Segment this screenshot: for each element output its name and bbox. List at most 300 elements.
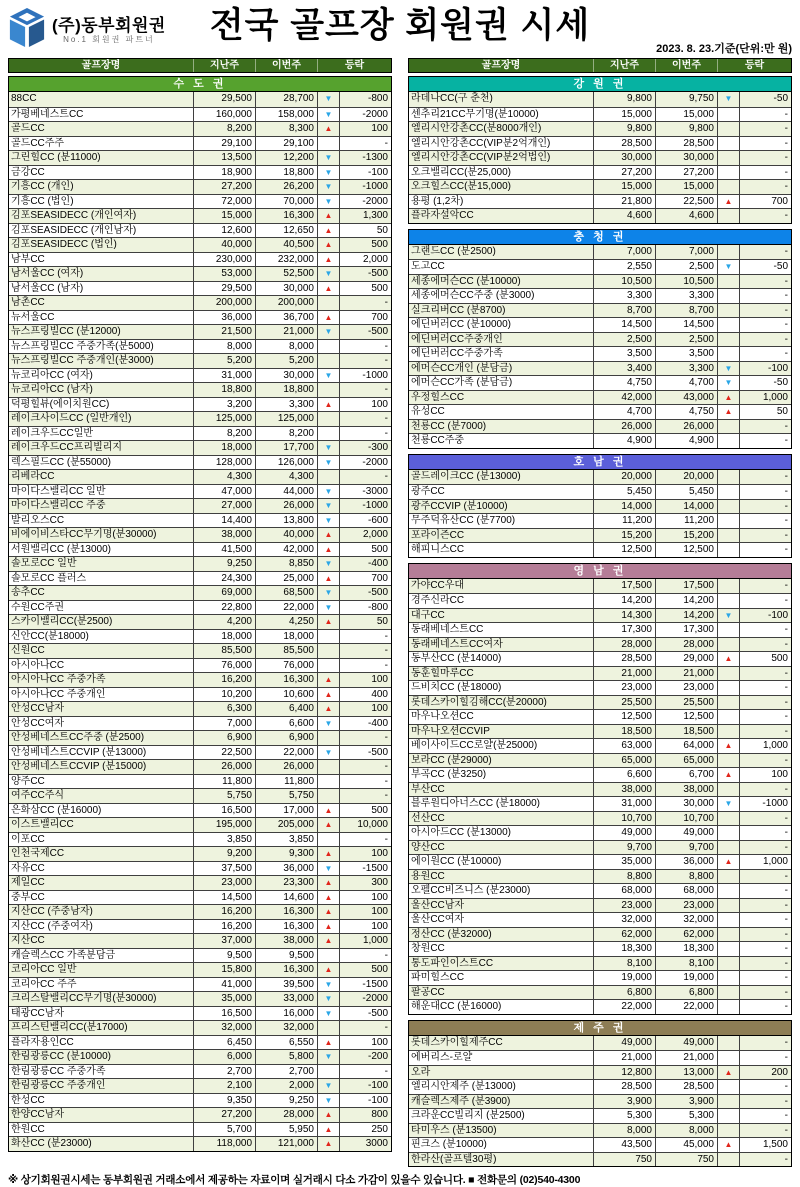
last-week-price: 28,500 [593, 652, 655, 666]
golf-course-name: 뉴코리아CC (남자) [11, 384, 93, 395]
this-week-price: 8,000 [655, 1124, 717, 1138]
table-row [409, 528, 791, 543]
table-row [409, 956, 791, 971]
last-week-price: 35,000 [193, 992, 255, 1006]
last-week-price: 14,000 [593, 500, 655, 514]
region-band: 호 남 권 [409, 455, 791, 470]
no-change-arrow [717, 1095, 739, 1109]
table-row [409, 666, 791, 681]
change-value: 100 [339, 1036, 391, 1050]
golf-course-name: 중부CC [11, 891, 45, 903]
up-arrow-icon: ▲ [317, 543, 339, 557]
no-change-arrow [717, 470, 739, 485]
this-week-price: 17,000 [255, 804, 317, 818]
this-week-price: 10,500 [655, 275, 717, 289]
golf-course-name: 서원밸리CC (분13000) [11, 543, 111, 555]
golf-course-name: 한림광릉CC 주중개인 [11, 1080, 106, 1091]
this-week-price: 2,700 [255, 1065, 317, 1079]
change-value: -1000 [339, 180, 391, 194]
this-week-price: 16,300 [255, 920, 317, 934]
change-value: -300 [339, 441, 391, 455]
this-week-price: 21,000 [255, 325, 317, 339]
this-week-price: 16,300 [255, 963, 317, 977]
golf-course-name: 덕평힐뷰(에이치원CC) [11, 398, 110, 410]
this-week-price: 12,500 [655, 710, 717, 724]
date-note: 2023. 8. 23.기준(단위:만 원) [656, 43, 792, 55]
last-week-price: 3,200 [193, 398, 255, 412]
table-row [9, 962, 391, 977]
change-value: 1,000 [339, 934, 391, 948]
table-row [9, 658, 391, 673]
no-change-arrow [317, 296, 339, 310]
table-row [9, 150, 391, 165]
no-change-arrow [717, 884, 739, 898]
change-value: - [339, 833, 391, 847]
no-change-arrow [317, 775, 339, 789]
table-row [9, 353, 391, 368]
last-week-price: 230,000 [193, 253, 255, 267]
golf-course-name: 수원CC주권 [11, 601, 65, 613]
change-value: -100 [339, 166, 391, 180]
change-value: - [739, 579, 791, 594]
golf-course-name: 그린힐CC (분11000) [11, 152, 101, 163]
table-row [9, 556, 391, 571]
masthead [8, 4, 792, 56]
this-week-price: 9,750 [655, 92, 717, 107]
this-week-price: 22,000 [255, 746, 317, 760]
this-week-price: 14,200 [655, 609, 717, 623]
golf-course-name: 통도파인이스트CC [411, 957, 494, 969]
last-week-price: 6,450 [193, 1036, 255, 1050]
table-row [409, 912, 791, 927]
last-week-price: 38,000 [593, 783, 655, 797]
this-week-price: 15,200 [655, 529, 717, 543]
golf-course-name: 실크리버CC (분8700) [411, 304, 506, 316]
up-arrow-icon: ▲ [317, 1108, 339, 1122]
last-week-price: 2,500 [593, 333, 655, 347]
change-value: 800 [339, 1108, 391, 1122]
no-change-arrow [717, 957, 739, 971]
change-value: - [739, 1036, 791, 1051]
page-title: 전국 골프장 회원권 시세 [209, 6, 591, 45]
table-row [9, 339, 391, 354]
change-value: - [339, 731, 391, 745]
table-row [9, 948, 391, 963]
change-value: -100 [739, 609, 791, 623]
table-row [9, 745, 391, 760]
table-row [9, 411, 391, 426]
change-value: - [739, 928, 791, 942]
this-week-price: 30,000 [255, 282, 317, 296]
golf-course-name: 드비치CC (분18000) [411, 682, 502, 693]
table-row [9, 542, 391, 557]
no-change-arrow [717, 841, 739, 855]
change-value: -2000 [339, 992, 391, 1006]
golf-course-name: 세종에머슨CC (분10000) [411, 275, 521, 287]
table-row [409, 637, 791, 652]
table-row [9, 861, 391, 876]
last-week-price: 23,000 [193, 876, 255, 890]
change-value: -100 [739, 362, 791, 376]
change-value: 2,000 [339, 528, 391, 542]
this-week-price: 6,550 [255, 1036, 317, 1050]
this-week-price: 12,500 [655, 543, 717, 557]
golf-course-name: 신안CC(분18000) [11, 630, 89, 642]
golf-course-name: 타미우스 (분13500) [411, 1124, 497, 1136]
last-week-price: 15,200 [593, 529, 655, 543]
company-name: (주)동부회원권 [52, 16, 166, 35]
table-row [409, 927, 791, 942]
table-row [9, 643, 391, 658]
golf-course-name: 뉴서울CC [11, 311, 55, 323]
golf-course-name: 포라이즌CC [411, 529, 465, 541]
this-week-price: 5,800 [255, 1050, 317, 1064]
this-week-price: 43,000 [655, 391, 717, 405]
table-row [9, 252, 391, 267]
no-change-arrow [717, 151, 739, 165]
this-week-price: 126,000 [255, 456, 317, 470]
up-arrow-icon: ▲ [317, 1137, 339, 1151]
change-value: -2000 [339, 195, 391, 209]
golf-course-name: 롯데스카이힐김해CC(분20000) [411, 696, 547, 708]
up-arrow-icon: ▲ [317, 224, 339, 238]
table-row [409, 274, 791, 289]
up-arrow-icon: ▲ [317, 688, 339, 702]
table-row [409, 985, 791, 1000]
no-change-arrow [717, 209, 739, 223]
down-arrow-icon: ▼ [317, 92, 339, 107]
last-week-price: 7,000 [593, 245, 655, 260]
company-logo-icon [8, 7, 46, 54]
up-arrow-icon: ▲ [317, 1036, 339, 1050]
table-row [409, 941, 791, 956]
golf-course-name: 골드CC [11, 123, 45, 134]
no-change-arrow [717, 1109, 739, 1123]
golf-course-name: 김포SEASIDECC (법인) [11, 239, 117, 250]
no-change-arrow [717, 318, 739, 332]
change-value: 250 [339, 1123, 391, 1137]
golf-course-name: 대구CC [411, 609, 445, 621]
change-value: - [739, 245, 791, 260]
table-row [9, 136, 391, 151]
last-week-price: 31,000 [593, 797, 655, 811]
this-week-price: 10,700 [655, 812, 717, 826]
table-row [409, 753, 791, 768]
table-row [9, 817, 391, 832]
change-value: -2000 [339, 456, 391, 470]
last-week-price: 118,000 [193, 1137, 255, 1151]
this-week-price: 65,000 [655, 754, 717, 768]
change-value: 500 [339, 963, 391, 977]
change-value: - [339, 427, 391, 441]
up-arrow-icon: ▲ [717, 652, 739, 666]
golf-course-name: 동부산CC (분14000) [411, 653, 502, 664]
last-week-price: 15,000 [193, 209, 255, 223]
last-week-price: 41,500 [193, 543, 255, 557]
change-value: 1,300 [339, 209, 391, 223]
change-value: 500 [339, 282, 391, 296]
down-arrow-icon: ▼ [317, 557, 339, 571]
golf-course-name: 안성베네스트CCVIP (분13000) [11, 746, 147, 758]
table-row [9, 107, 391, 122]
golf-course-name: 에딘버러CC주중개인 [411, 333, 503, 345]
change-value: 50 [339, 224, 391, 238]
no-change-arrow [317, 789, 339, 803]
last-week-price: 9,500 [193, 949, 255, 963]
table-row [409, 404, 791, 419]
down-arrow-icon: ▼ [317, 586, 339, 600]
up-arrow-icon: ▲ [717, 739, 739, 753]
this-week-price: 8,700 [655, 304, 717, 318]
up-arrow-icon: ▲ [317, 804, 339, 818]
table-row [9, 846, 391, 861]
table-row [409, 622, 791, 637]
change-value: 700 [739, 195, 791, 209]
last-week-price: 12,500 [593, 543, 655, 557]
no-change-arrow [317, 949, 339, 963]
last-week-price: 6,800 [593, 986, 655, 1000]
no-change-arrow [717, 180, 739, 194]
last-week-price: 38,000 [193, 528, 255, 542]
last-week-price: 9,800 [593, 92, 655, 107]
golf-course-name: 에이원CC (분10000) [411, 856, 502, 867]
this-week-price: 6,400 [255, 702, 317, 716]
last-week-price: 18,000 [193, 441, 255, 455]
this-week-price: 16,300 [255, 673, 317, 687]
golf-course-name: 솔모로CC 플러스 [11, 572, 87, 584]
no-change-arrow [717, 485, 739, 499]
table-row [9, 498, 391, 513]
this-week-price: 6,600 [255, 717, 317, 731]
golf-course-name: 레이크사이드CC (일반개인) [11, 413, 132, 424]
no-change-arrow [717, 122, 739, 136]
golf-course-name: 롯데스카이힐제주CC [411, 1036, 503, 1048]
table-row [409, 361, 791, 376]
col-header-this-week: 이번주 [255, 59, 317, 72]
table-row [409, 579, 791, 594]
table-row [409, 317, 791, 332]
no-change-arrow [717, 543, 739, 557]
golf-course-name: 이포CC [11, 833, 45, 845]
golf-course-name: 에버리스-로얄 [411, 1052, 473, 1063]
this-week-price: 200,000 [255, 296, 317, 310]
table-row [9, 237, 391, 252]
last-week-price: 30,000 [593, 151, 655, 165]
down-arrow-icon: ▼ [317, 978, 339, 992]
this-week-price: 4,900 [655, 434, 717, 448]
change-value: 10,000 [339, 818, 391, 832]
last-week-price: 32,000 [593, 913, 655, 927]
change-value: 100 [739, 768, 791, 782]
this-week-price: 4,300 [255, 470, 317, 484]
change-value: 100 [339, 847, 391, 861]
last-week-price: 128,000 [193, 456, 255, 470]
table-header-row [408, 58, 792, 73]
golf-course-name: 엘리시안제주 (분13000) [411, 1081, 516, 1092]
no-change-arrow [717, 304, 739, 318]
this-week-price: 18,800 [255, 383, 317, 397]
this-week-price: 18,000 [255, 630, 317, 644]
last-week-price: 3,500 [593, 347, 655, 361]
this-week-price: 4,250 [255, 615, 317, 629]
golf-course-name: 우정힐스CC [411, 391, 465, 403]
this-week-price: 12,650 [255, 224, 317, 238]
last-week-price: 37,500 [193, 862, 255, 876]
down-arrow-icon: ▼ [717, 92, 739, 107]
table-row [9, 788, 391, 803]
this-week-price: 7,000 [655, 245, 717, 260]
last-week-price: 10,500 [593, 275, 655, 289]
golf-course-name: 오크힐스CC(분15,000) [411, 181, 511, 192]
table-row [9, 1020, 391, 1035]
this-week-price: 121,000 [255, 1137, 317, 1151]
this-week-price: 3,850 [255, 833, 317, 847]
table-row [409, 165, 791, 180]
this-week-price: 70,000 [255, 195, 317, 209]
no-change-arrow [317, 731, 339, 745]
golf-course-name: 한라산(골프텔30평) [411, 1153, 497, 1165]
col-header-change: 등락 [317, 59, 391, 72]
table-row [9, 701, 391, 716]
golf-course-name: 무주덕유산CC (분7700) [411, 515, 516, 526]
this-week-price: 20,000 [655, 470, 717, 485]
this-week-price: 14,600 [255, 891, 317, 905]
up-arrow-icon: ▲ [717, 195, 739, 209]
last-week-price: 3,850 [193, 833, 255, 847]
up-arrow-icon: ▲ [317, 615, 339, 629]
change-value: 2,000 [339, 253, 391, 267]
table-row [9, 426, 391, 441]
golf-course-name: 블루원디아너스CC (분18000) [411, 798, 540, 809]
table-row [409, 1094, 791, 1109]
table-row [9, 803, 391, 818]
change-value: -500 [339, 267, 391, 281]
up-arrow-icon: ▲ [317, 311, 339, 325]
change-value: 1,000 [739, 855, 791, 869]
last-week-price: 195,000 [193, 818, 255, 832]
change-value: - [739, 180, 791, 194]
golf-course-name: 동훈힐마루CC [411, 667, 474, 679]
this-week-price: 5,450 [655, 485, 717, 499]
no-change-arrow [717, 420, 739, 434]
no-change-arrow [717, 275, 739, 289]
table-row [409, 499, 791, 514]
table-row [409, 608, 791, 623]
golf-course-name: 화산CC (분23000) [11, 1138, 92, 1149]
down-arrow-icon: ▼ [317, 499, 339, 513]
change-value: - [739, 108, 791, 122]
down-arrow-icon: ▼ [717, 362, 739, 376]
table-row [9, 513, 391, 528]
last-week-price: 17,300 [593, 623, 655, 637]
change-value: -500 [339, 746, 391, 760]
table-row [409, 470, 791, 485]
down-arrow-icon: ▼ [317, 325, 339, 339]
up-arrow-icon: ▲ [317, 528, 339, 542]
golf-course-name: 울산CC여자 [411, 914, 465, 925]
table-row [9, 977, 391, 992]
region-section [408, 1020, 792, 1168]
this-week-price: 85,500 [255, 644, 317, 658]
no-change-arrow [717, 579, 739, 594]
last-week-price: 37,000 [193, 934, 255, 948]
change-value: -600 [339, 514, 391, 528]
last-week-price: 8,800 [593, 870, 655, 884]
golf-course-name: 부산CC [411, 783, 445, 795]
column-right-body [408, 76, 792, 1167]
no-change-arrow [717, 137, 739, 151]
this-week-price: 13,800 [255, 514, 317, 528]
this-week-price: 9,300 [255, 847, 317, 861]
down-arrow-icon: ▼ [317, 746, 339, 760]
region-section [408, 229, 792, 449]
this-week-price: 3,300 [655, 289, 717, 303]
change-value: -1000 [339, 499, 391, 513]
golf-course-name: 광주CC [411, 486, 445, 497]
last-week-price: 3,300 [593, 289, 655, 303]
change-value: -400 [339, 557, 391, 571]
table-row [9, 440, 391, 455]
up-arrow-icon: ▲ [317, 253, 339, 267]
change-value: - [739, 1153, 791, 1167]
change-value: - [339, 775, 391, 789]
change-value: -500 [339, 586, 391, 600]
up-arrow-icon: ▲ [717, 768, 739, 782]
change-value: -200 [339, 1050, 391, 1064]
change-value: - [739, 826, 791, 840]
golf-course-name: 엘리시안강촌CC(분8000개인) [411, 123, 542, 134]
golf-course-name: 안성베네스트CCVIP (분15000) [11, 761, 147, 772]
table-row [409, 121, 791, 136]
golf-course-name: 천룡CC (분7000) [411, 420, 487, 432]
last-week-price: 21,500 [193, 325, 255, 339]
no-change-arrow [717, 1036, 739, 1051]
this-week-price: 36,700 [255, 311, 317, 325]
this-week-price: 28,500 [655, 1080, 717, 1094]
golf-course-name: 오크밸리CC(분25,000) [411, 166, 511, 178]
golf-course-name: 베이사이드CC로얄(분25000) [411, 740, 538, 751]
down-arrow-icon: ▼ [317, 1050, 339, 1064]
table-row [409, 811, 791, 826]
last-week-price: 16,200 [193, 673, 255, 687]
this-week-price: 33,000 [255, 992, 317, 1006]
table-row [409, 1065, 791, 1080]
table-header-row [8, 58, 392, 73]
change-value: -2000 [339, 108, 391, 122]
last-week-price: 22,000 [593, 1000, 655, 1014]
up-arrow-icon: ▲ [317, 238, 339, 252]
last-week-price: 3,400 [593, 362, 655, 376]
table-row [9, 716, 391, 731]
last-week-price: 16,500 [193, 804, 255, 818]
col-header-this-week: 이번주 [655, 59, 717, 72]
change-value: - [739, 754, 791, 768]
this-week-price: 38,000 [655, 783, 717, 797]
golf-course-name: 캐슬렉스CC 가족분담금 [11, 949, 116, 961]
change-value: - [739, 957, 791, 971]
no-change-arrow [717, 826, 739, 840]
golf-course-name: 금강CC [11, 166, 45, 178]
change-value: - [739, 942, 791, 956]
last-week-price: 28,500 [593, 137, 655, 151]
change-value: - [339, 760, 391, 774]
up-arrow-icon: ▲ [317, 891, 339, 905]
this-week-price: 5,750 [255, 789, 317, 803]
change-value: - [739, 899, 791, 913]
table-row [409, 970, 791, 985]
golf-course-name: 안성CC남자 [11, 703, 65, 714]
no-change-arrow [717, 514, 739, 528]
